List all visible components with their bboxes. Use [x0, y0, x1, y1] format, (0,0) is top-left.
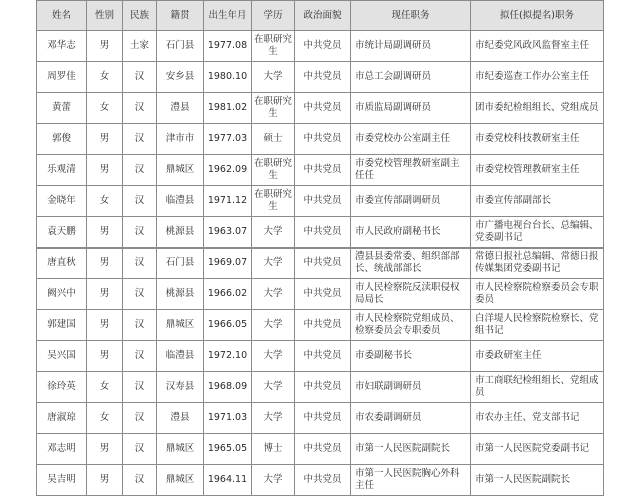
political-status-cell: 中共党员: [295, 93, 351, 124]
gender-cell: 男: [87, 124, 123, 155]
table-row: [37, 186, 604, 217]
education-cell: 大学: [252, 341, 295, 372]
roster-sheet: [36, 0, 603, 491]
political-status-cell: 中共党员: [295, 310, 351, 341]
name-cell: 唐淑琼: [37, 403, 87, 434]
gender-cell: 男: [87, 217, 123, 248]
name-cell: 郭建国: [37, 310, 87, 341]
political-status-cell: 中共党员: [295, 434, 351, 465]
political-status-cell: 中共党员: [295, 62, 351, 93]
name-cell: 吴吉明: [37, 465, 87, 496]
education-cell: 大学: [252, 217, 295, 248]
political-status-cell: 中共党员: [295, 341, 351, 372]
political-status-cell: 中共党员: [295, 465, 351, 496]
education-cell: 大学: [252, 403, 295, 434]
native-place-cell: 安乡县: [157, 62, 204, 93]
gender-cell: 男: [87, 434, 123, 465]
native-place-cell: 桃源县: [157, 217, 204, 248]
political-status-cell: 中共党员: [295, 279, 351, 310]
political-status-cell: 中共党员: [295, 403, 351, 434]
proposed-post-cell: 常德日报社总编辑、常德日报传媒集团党委副书记: [471, 248, 604, 279]
political-status-cell: 中共党员: [295, 372, 351, 403]
name-cell: 乐观清: [37, 155, 87, 186]
birth-date-cell: 1966.05: [204, 310, 252, 341]
proposed-post-cell: 市农办主任、党支部书记: [471, 403, 604, 434]
birth-date-cell: 1981.02: [204, 93, 252, 124]
political-status-cell: 中共党员: [295, 124, 351, 155]
native-place-cell: 津市市: [157, 124, 204, 155]
proposed-post-cell: 市广播电视台台长、总编辑、党委副书记: [471, 217, 604, 248]
education-cell: 大学: [252, 310, 295, 341]
current-post-cell: 市人民检察院党组成员、检察委员会专职委员: [351, 310, 471, 341]
education-cell: 大学: [252, 62, 295, 93]
header-proposed-post: 拟任(拟提名)职务: [471, 1, 604, 31]
table-body: [37, 31, 604, 496]
birth-date-cell: 1980.10: [204, 62, 252, 93]
table-header: [37, 1, 604, 31]
education-cell: 大学: [252, 372, 295, 403]
current-post-cell: 市委党校办公室副主任: [351, 124, 471, 155]
current-post-cell: 市委党校管理教研室副主任任: [351, 155, 471, 186]
gender-cell: 女: [87, 62, 123, 93]
name-cell: 黄蕾: [37, 93, 87, 124]
header-current-post: 现任职务: [351, 1, 471, 31]
name-cell: 吴兴国: [37, 341, 87, 372]
name-cell: 阙兴中: [37, 279, 87, 310]
proposed-post-cell: 市工商联纪检组组长、党组成员: [471, 372, 604, 403]
table-row: [37, 310, 604, 341]
ethnicity-cell: 汉: [123, 434, 157, 465]
name-cell: 郭俊: [37, 124, 87, 155]
proposed-post-cell: 市委党校管理教研室主任: [471, 155, 604, 186]
gender-cell: 男: [87, 248, 123, 279]
political-status-cell: 中共党员: [295, 31, 351, 62]
political-status-cell: 中共党员: [295, 217, 351, 248]
header-political-status: 政治面貌: [295, 1, 351, 31]
birth-date-cell: 1964.11: [204, 465, 252, 496]
ethnicity-cell: 汉: [123, 248, 157, 279]
table-row: [37, 62, 604, 93]
gender-cell: 女: [87, 93, 123, 124]
native-place-cell: 桃源县: [157, 279, 204, 310]
table-row: [37, 372, 604, 403]
table-row: [37, 279, 604, 310]
personnel-table: [36, 0, 604, 496]
name-cell: 金晓年: [37, 186, 87, 217]
proposed-post-cell: 市人民检察院检察委员会专职委员: [471, 279, 604, 310]
ethnicity-cell: 汉: [123, 310, 157, 341]
current-post-cell: 澧县县委常委、组织部部长、统战部部长: [351, 248, 471, 279]
education-cell: 大学: [252, 248, 295, 279]
birth-date-cell: 1977.03: [204, 124, 252, 155]
birth-date-cell: 1963.07: [204, 217, 252, 248]
current-post-cell: 市质监局副调研员: [351, 93, 471, 124]
birth-date-cell: 1969.07: [204, 248, 252, 279]
name-cell: 袁天鹏: [37, 217, 87, 248]
birth-date-cell: 1971.03: [204, 403, 252, 434]
name-cell: 徐玲英: [37, 372, 87, 403]
native-place-cell: 石门县: [157, 31, 204, 62]
ethnicity-cell: 汉: [123, 465, 157, 496]
table-row: [37, 155, 604, 186]
native-place-cell: 鼎城区: [157, 155, 204, 186]
proposed-post-cell: 市委党校科技教研室主任: [471, 124, 604, 155]
ethnicity-cell: 土家: [123, 31, 157, 62]
gender-cell: 女: [87, 403, 123, 434]
ethnicity-cell: 汉: [123, 341, 157, 372]
gender-cell: 男: [87, 465, 123, 496]
ethnicity-cell: 汉: [123, 124, 157, 155]
proposed-post-cell: 市委政研室主任: [471, 341, 604, 372]
ethnicity-cell: 汉: [123, 217, 157, 248]
gender-cell: 男: [87, 155, 123, 186]
header-ethnicity: 民族: [123, 1, 157, 31]
birth-date-cell: 1962.09: [204, 155, 252, 186]
table-row: [37, 93, 604, 124]
education-cell: 在职研究生: [252, 155, 295, 186]
header-name: 姓名: [37, 1, 87, 31]
gender-cell: 男: [87, 279, 123, 310]
education-cell: 在职研究生: [252, 186, 295, 217]
native-place-cell: 汉寿县: [157, 372, 204, 403]
education-cell: 在职研究生: [252, 93, 295, 124]
current-post-cell: 市委副秘书长: [351, 341, 471, 372]
birth-date-cell: 1965.05: [204, 434, 252, 465]
native-place-cell: 鼎城区: [157, 310, 204, 341]
table-row: [37, 341, 604, 372]
header-row: [37, 1, 604, 31]
proposed-post-cell: 白洋堤人民检察院检察长、党组书记: [471, 310, 604, 341]
current-post-cell: 市妇联副调研员: [351, 372, 471, 403]
name-cell: 邓志明: [37, 434, 87, 465]
gender-cell: 男: [87, 341, 123, 372]
gender-cell: 男: [87, 310, 123, 341]
native-place-cell: 澧县: [157, 403, 204, 434]
gender-cell: 女: [87, 372, 123, 403]
table-row: [37, 124, 604, 155]
current-post-cell: 市人民检察院反渎职侵权局局长: [351, 279, 471, 310]
ethnicity-cell: 汉: [123, 279, 157, 310]
education-cell: 博士: [252, 434, 295, 465]
proposed-post-cell: 市委宣传部副部长: [471, 186, 604, 217]
birth-date-cell: 1966.02: [204, 279, 252, 310]
birth-date-cell: 1971.12: [204, 186, 252, 217]
header-gender: 性别: [87, 1, 123, 31]
proposed-post-cell: 市纪委巡查工作办公室主任: [471, 62, 604, 93]
name-cell: 周罗佳: [37, 62, 87, 93]
current-post-cell: 市委宣传部副调研员: [351, 186, 471, 217]
political-status-cell: 中共党员: [295, 248, 351, 279]
education-cell: 在职研究生: [252, 31, 295, 62]
birth-date-cell: 1968.09: [204, 372, 252, 403]
proposed-post-cell: 市第一人民医院党委副书记: [471, 434, 604, 465]
ethnicity-cell: 汉: [123, 403, 157, 434]
name-cell: 邓华志: [37, 31, 87, 62]
political-status-cell: 中共党员: [295, 155, 351, 186]
current-post-cell: 市第一人民医院胸心外科主任: [351, 465, 471, 496]
current-post-cell: 市第一人民医院副院长: [351, 434, 471, 465]
table-row: [37, 465, 604, 496]
table-row: [37, 434, 604, 465]
table-row: [37, 248, 604, 279]
table-row: [37, 31, 604, 62]
ethnicity-cell: 汉: [123, 372, 157, 403]
native-place-cell: 临澧县: [157, 186, 204, 217]
proposed-post-cell: 市纪委党风政风监督室主任: [471, 31, 604, 62]
table-row: [37, 403, 604, 434]
gender-cell: 男: [87, 31, 123, 62]
birth-date-cell: 1977.08: [204, 31, 252, 62]
proposed-post-cell: 市第一人民医院副院长: [471, 465, 604, 496]
native-place-cell: 临澧县: [157, 341, 204, 372]
name-cell: 唐直秋: [37, 248, 87, 279]
current-post-cell: 市人民政府副秘书长: [351, 217, 471, 248]
education-cell: 硕士: [252, 124, 295, 155]
birth-date-cell: 1972.10: [204, 341, 252, 372]
native-place-cell: 石门县: [157, 248, 204, 279]
native-place-cell: 鼎城区: [157, 465, 204, 496]
native-place-cell: 鼎城区: [157, 434, 204, 465]
header-native-place: 籍贯: [157, 1, 204, 31]
ethnicity-cell: 汉: [123, 186, 157, 217]
header-education: 学历: [252, 1, 295, 31]
ethnicity-cell: 汉: [123, 62, 157, 93]
current-post-cell: 市统计局副调研员: [351, 31, 471, 62]
education-cell: 大学: [252, 465, 295, 496]
header-birth-date: 出生年月: [204, 1, 252, 31]
ethnicity-cell: 汉: [123, 93, 157, 124]
proposed-post-cell: 团市委纪检组组长、党组成员: [471, 93, 604, 124]
native-place-cell: 澧县: [157, 93, 204, 124]
education-cell: 大学: [252, 279, 295, 310]
current-post-cell: 市总工会副调研员: [351, 62, 471, 93]
gender-cell: 女: [87, 186, 123, 217]
ethnicity-cell: 汉: [123, 155, 157, 186]
table-row: [37, 217, 604, 248]
political-status-cell: 中共党员: [295, 186, 351, 217]
current-post-cell: 市农委副调研员: [351, 403, 471, 434]
